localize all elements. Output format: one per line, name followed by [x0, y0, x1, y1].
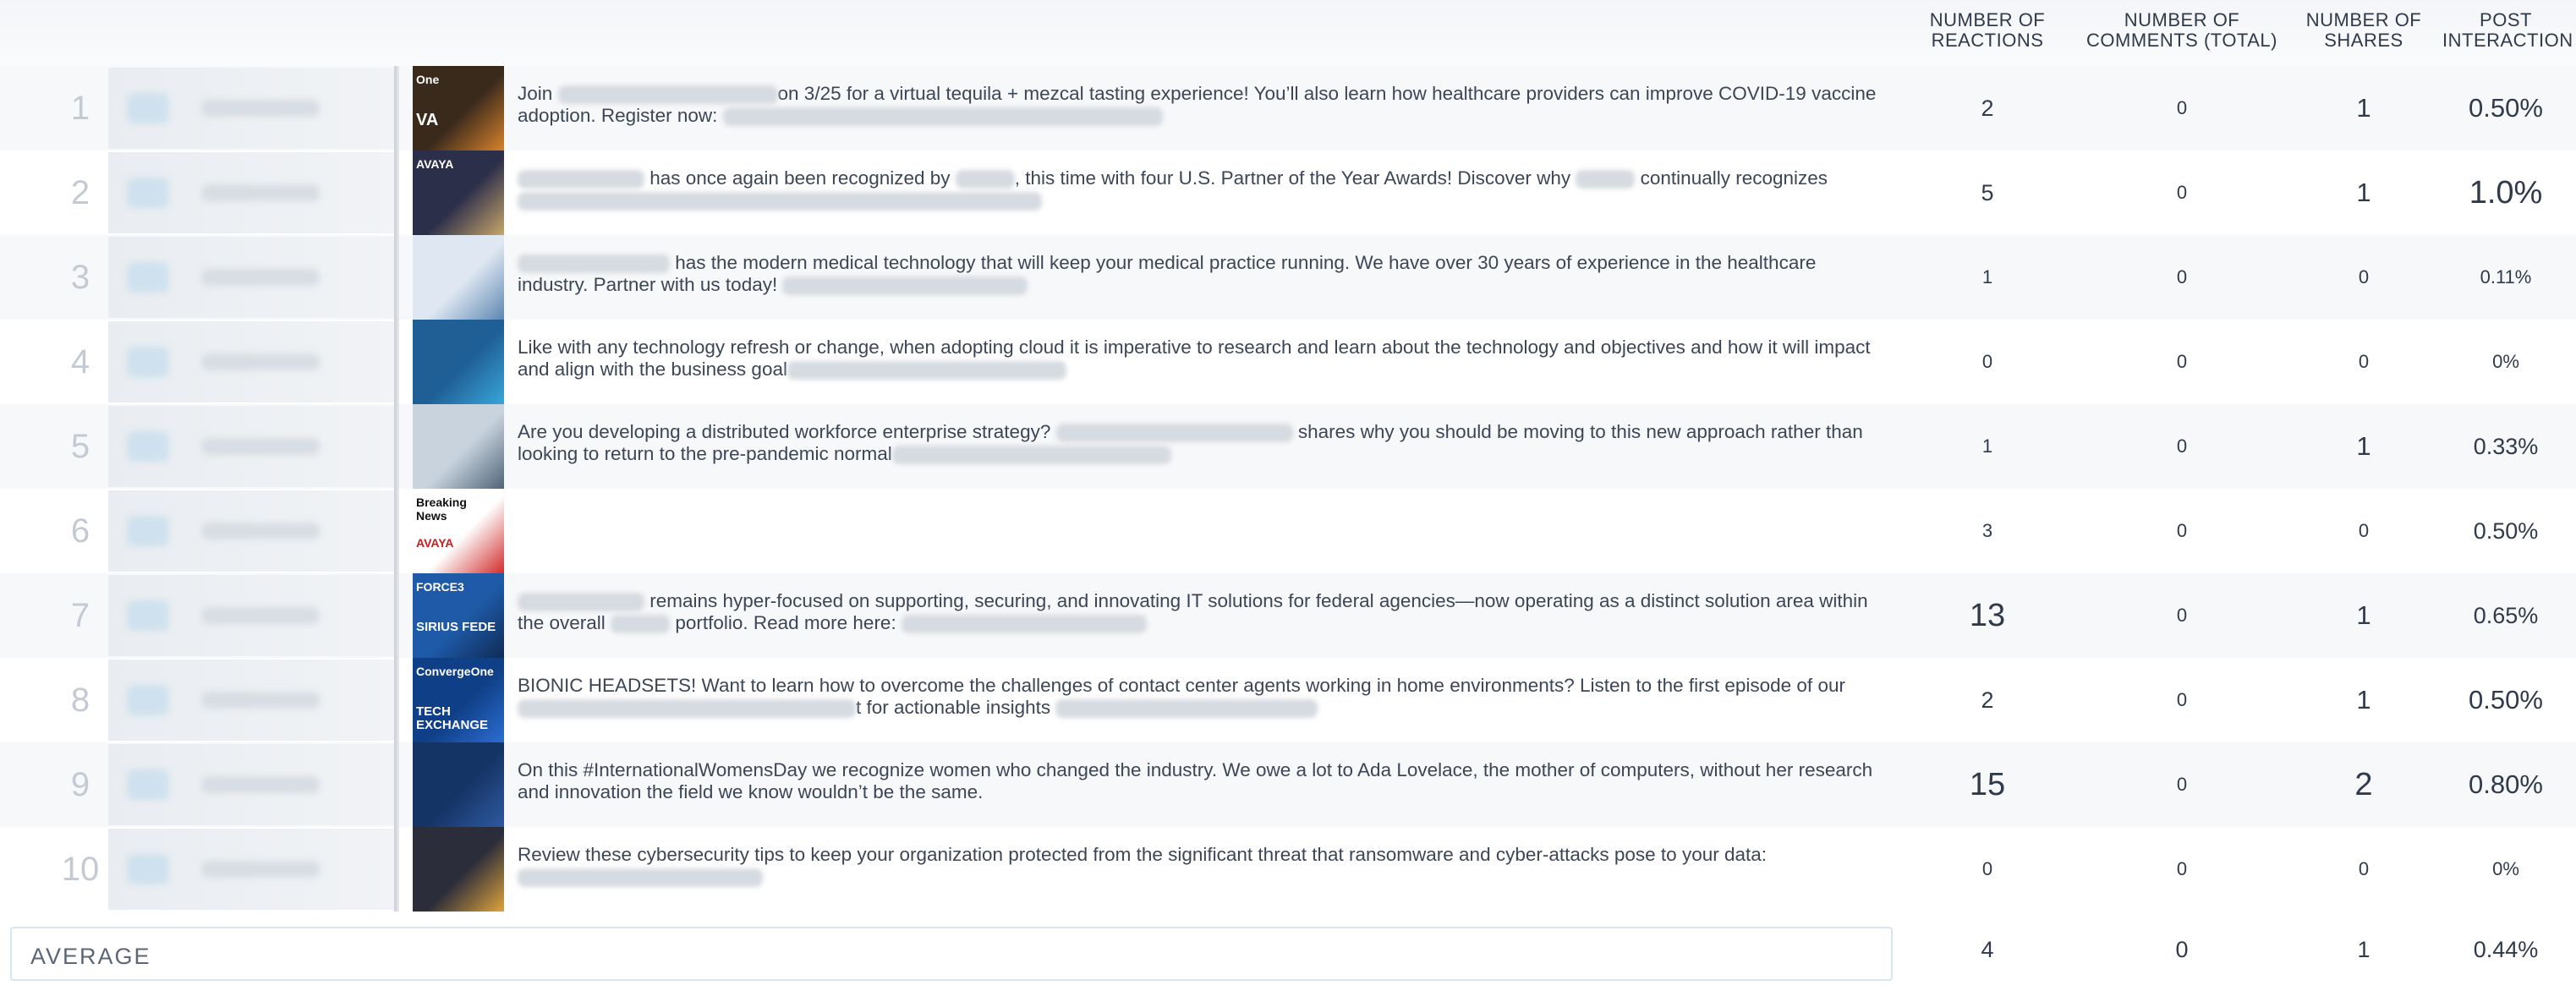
- redacted-text: [518, 593, 644, 611]
- profile-name-redacted: [201, 353, 320, 370]
- post-caption[interactable]: [518, 337, 1888, 381]
- redacted-text: [518, 192, 1042, 211]
- redacted-text: [611, 615, 670, 633]
- column-divider: [394, 320, 399, 404]
- table-row[interactable]: [0, 573, 2576, 658]
- caption-text: has once again been recognized by: [644, 167, 956, 189]
- reactions-value: 15: [1969, 767, 2006, 802]
- table-row[interactable]: [0, 742, 2576, 827]
- shares-value: 0: [2358, 351, 2370, 372]
- profile-name-redacted: [201, 184, 320, 201]
- reactions-value: 2: [1981, 96, 1994, 121]
- row-rank: 2: [70, 174, 90, 211]
- table-row[interactable]: [0, 151, 2576, 235]
- profile-name-redacted: [201, 523, 320, 539]
- row-rank: 6: [70, 512, 90, 550]
- avatar: [127, 769, 169, 800]
- comments-value: 0: [2176, 605, 2188, 626]
- reactions-value: 2: [1981, 687, 1994, 713]
- average-label: AVERAGE: [30, 944, 151, 969]
- reactions-value: 0: [1981, 351, 1993, 372]
- column-divider: [394, 151, 399, 235]
- row-rank: 3: [70, 259, 90, 296]
- comments-value: 0: [2176, 435, 2188, 457]
- average-shares: 1: [2357, 937, 2370, 962]
- thumbnail-caption: ConvergeOne: [416, 665, 494, 678]
- reactions-value: 1: [1981, 435, 1993, 457]
- profile-name-redacted: [201, 607, 320, 624]
- shares-value: 0: [2358, 520, 2370, 541]
- reactions-value: 5: [1981, 180, 1994, 205]
- redacted-text: [518, 170, 644, 189]
- redacted-text: [892, 446, 1171, 464]
- interaction-value: 0.65%: [2473, 603, 2539, 628]
- post-thumbnail[interactable]: [413, 658, 504, 742]
- table-header: [0, 0, 2576, 66]
- comments-value: 0: [2176, 97, 2188, 118]
- thumbnail-caption: One: [416, 73, 440, 86]
- redacted-text: [558, 85, 778, 104]
- interaction-value: 0.11%: [2480, 266, 2532, 287]
- redacted-text: [787, 361, 1066, 380]
- profile-cell-redacted: [108, 152, 396, 233]
- comments-value: 0: [2176, 182, 2188, 203]
- profile-cell-redacted: [108, 575, 396, 656]
- interaction-value: 0%: [2492, 858, 2519, 879]
- column-divider: [394, 573, 399, 658]
- redacted-text: [1056, 424, 1293, 442]
- caption-text: Join: [518, 83, 558, 104]
- average-box: [10, 927, 1893, 981]
- caption-text: shares why you should be moving to this new approach rather than looking to return to the pre-pandemic normal: [518, 421, 1863, 464]
- avatar: [127, 93, 169, 123]
- comments-value: 0: [2176, 520, 2188, 541]
- column-divider: [394, 742, 399, 827]
- post-thumbnail[interactable]: [413, 489, 504, 573]
- comments-value: 0: [2176, 689, 2188, 710]
- comments-value: 0: [2176, 858, 2188, 879]
- shares-value: 0: [2358, 266, 2370, 287]
- column-divider: [394, 827, 399, 912]
- avatar: [127, 516, 169, 546]
- caption-text: continually recognizes: [1635, 167, 1828, 189]
- post-thumbnail[interactable]: [413, 573, 504, 658]
- reactions-value: 13: [1969, 598, 2006, 633]
- shares-value: 0: [2358, 858, 2370, 879]
- avatar: [127, 685, 169, 715]
- interaction-value: 0.50%: [2469, 685, 2543, 715]
- header-reactions[interactable]: NUMBER OF REACTIONS: [1929, 9, 2046, 51]
- post-caption[interactable]: [518, 844, 1888, 888]
- row-rank: 7: [70, 597, 90, 634]
- profile-name-redacted: [201, 861, 320, 878]
- post-thumbnail[interactable]: [413, 742, 504, 827]
- redacted-text: [902, 615, 1147, 633]
- table-row[interactable]: [0, 489, 2576, 573]
- thumbnail-caption: FORCE3: [416, 580, 464, 594]
- redacted-text: [1576, 170, 1635, 189]
- table-row[interactable]: [0, 235, 2576, 320]
- row-rank: 1: [70, 90, 90, 127]
- row-rank: 4: [70, 343, 90, 381]
- caption-text: portfolio. Read more here:: [670, 612, 902, 633]
- profile-cell-redacted: [108, 237, 396, 318]
- shares-value: 1: [2356, 178, 2371, 207]
- profile-cell-redacted: [108, 744, 396, 825]
- post-caption[interactable]: [518, 590, 1888, 634]
- post-caption[interactable]: [518, 675, 1888, 719]
- post-caption[interactable]: [518, 167, 1888, 211]
- column-divider: [394, 489, 399, 573]
- row-rank: 5: [70, 428, 90, 465]
- column-divider: [394, 658, 399, 742]
- shares-value: 1: [2356, 93, 2371, 123]
- interaction-value: 0.50%: [2469, 93, 2543, 123]
- profile-name-redacted: [201, 269, 320, 286]
- avatar: [127, 600, 169, 631]
- table-row[interactable]: [0, 658, 2576, 742]
- thumbnail-caption: AVAYA: [416, 157, 454, 171]
- column-divider: [394, 235, 399, 320]
- redacted-text: [956, 170, 1015, 189]
- caption-text: BIONIC HEADSETS! Want to learn how to overcome the challenges of contact center agents working in home environments? Listen to the first episode of our: [518, 675, 1845, 696]
- average-reactions: 4: [1981, 937, 1994, 962]
- caption-text: remains hyper-focused on supporting, securing, and innovating IT solutions for federal agencies—now operating as a distinct solution area within the overall: [518, 590, 1868, 633]
- reactions-value: 1: [1981, 266, 1993, 287]
- thumbnail-label: TECH EXCHANGE: [416, 704, 489, 732]
- redacted-text: [518, 255, 670, 273]
- profile-cell-redacted: [108, 660, 396, 741]
- interaction-value: 0.33%: [2473, 434, 2539, 459]
- avatar: [127, 347, 169, 377]
- thumbnail-caption: Breaking News: [416, 496, 467, 523]
- comments-value: 0: [2176, 266, 2188, 287]
- profile-name-redacted: [201, 692, 320, 709]
- post-thumbnail[interactable]: [413, 66, 504, 151]
- profile-cell-redacted: [108, 68, 396, 149]
- thumbnail-label: SIRIUS FEDE: [416, 620, 496, 634]
- avatar: [127, 431, 169, 462]
- caption-text: Like with any technology refresh or change, when adopting cloud it is imperative to research and learn about the technology and objectives and how it will impact and align with the business goal: [518, 337, 1871, 380]
- caption-text: Review these cybersecurity tips to keep your organization protected from the significant threat that ransomware and cyber-attacks pose to your data:: [518, 844, 1768, 865]
- avatar: [127, 262, 169, 293]
- post-caption[interactable]: [518, 759, 1888, 803]
- profile-cell-redacted: [108, 321, 396, 402]
- avatar: [127, 178, 169, 208]
- reactions-value: 3: [1981, 520, 1993, 541]
- table-row[interactable]: [0, 320, 2576, 404]
- row-rank: 10: [61, 851, 100, 888]
- comments-value: 0: [2176, 774, 2188, 795]
- redacted-text: [518, 699, 856, 718]
- caption-text: Are you developing a distributed workforce enterprise strategy?: [518, 421, 1056, 442]
- post-caption[interactable]: [518, 83, 1888, 127]
- average-comments: 0: [2175, 937, 2189, 962]
- header-comments[interactable]: NUMBER OF COMMENTS (TOTAL): [2086, 9, 2277, 51]
- column-divider: [394, 404, 399, 489]
- post-thumbnail[interactable]: [413, 235, 504, 320]
- redacted-text: [518, 868, 763, 887]
- post-thumbnail[interactable]: [413, 320, 504, 404]
- header-shares[interactable]: NUMBER OF SHARES: [2305, 9, 2422, 51]
- table-row[interactable]: [0, 404, 2576, 489]
- thumbnail-label: VA: [416, 111, 439, 129]
- profile-name-redacted: [201, 100, 320, 117]
- profile-cell-redacted: [108, 829, 396, 910]
- interaction-value: 0.50%: [2473, 518, 2539, 544]
- comments-value: 0: [2176, 351, 2188, 372]
- table-row[interactable]: [0, 66, 2576, 151]
- post-caption[interactable]: [518, 421, 1888, 465]
- average-interaction: 0.44%: [2473, 937, 2539, 962]
- caption-text: t for actionable insights: [856, 697, 1056, 718]
- profile-cell-redacted: [108, 406, 396, 487]
- interaction-value: 0.80%: [2469, 769, 2543, 799]
- caption-text: has the modern medical technology that will keep your medical practice running. We have over 30 years of experience in the healthcare industry. Partner with us today!: [518, 252, 1817, 295]
- caption-text: on 3/25 for a virtual tequila + mezcal tasting experience! You’ll also learn how healthcare providers can improve COVID-19 vaccine adoption. Register now:: [518, 83, 1877, 126]
- column-divider: [394, 66, 399, 151]
- redacted-text: [1055, 699, 1318, 718]
- thumbnail-label: AVAYA: [416, 536, 454, 550]
- post-thumbnail[interactable]: [413, 404, 504, 489]
- interaction-value: 1.0%: [2469, 175, 2543, 211]
- post-thumbnail[interactable]: [413, 827, 504, 912]
- post-thumbnail[interactable]: [413, 151, 504, 235]
- avatar: [127, 854, 169, 884]
- caption-text: On this #InternationalWomensDay we recognize women who changed the industry. We owe a lot to Ada Lovelace, the mother of computers, without her research and innovation the field we know wouldn’t be the same.: [518, 759, 1873, 802]
- table-row[interactable]: [0, 827, 2576, 912]
- profile-name-redacted: [201, 776, 320, 793]
- shares-value: 1: [2356, 600, 2371, 630]
- shares-value: 2: [2354, 767, 2373, 802]
- reactions-value: 0: [1981, 858, 1993, 879]
- post-caption[interactable]: [518, 252, 1888, 296]
- row-rank: 9: [70, 766, 90, 803]
- shares-value: 1: [2356, 431, 2371, 461]
- redacted-text: [723, 107, 1163, 126]
- interaction-value: 0%: [2492, 351, 2519, 372]
- caption-text: , this time with four U.S. Partner of the Year Awards! Discover why: [1014, 167, 1576, 189]
- redacted-text: [782, 276, 1028, 295]
- header-interaction[interactable]: POST INTERACTION: [2442, 9, 2573, 51]
- average-row: [0, 922, 2576, 991]
- profile-name-redacted: [201, 438, 320, 455]
- profile-cell-redacted: [108, 490, 396, 572]
- row-rank: 8: [70, 682, 90, 719]
- shares-value: 1: [2356, 685, 2371, 715]
